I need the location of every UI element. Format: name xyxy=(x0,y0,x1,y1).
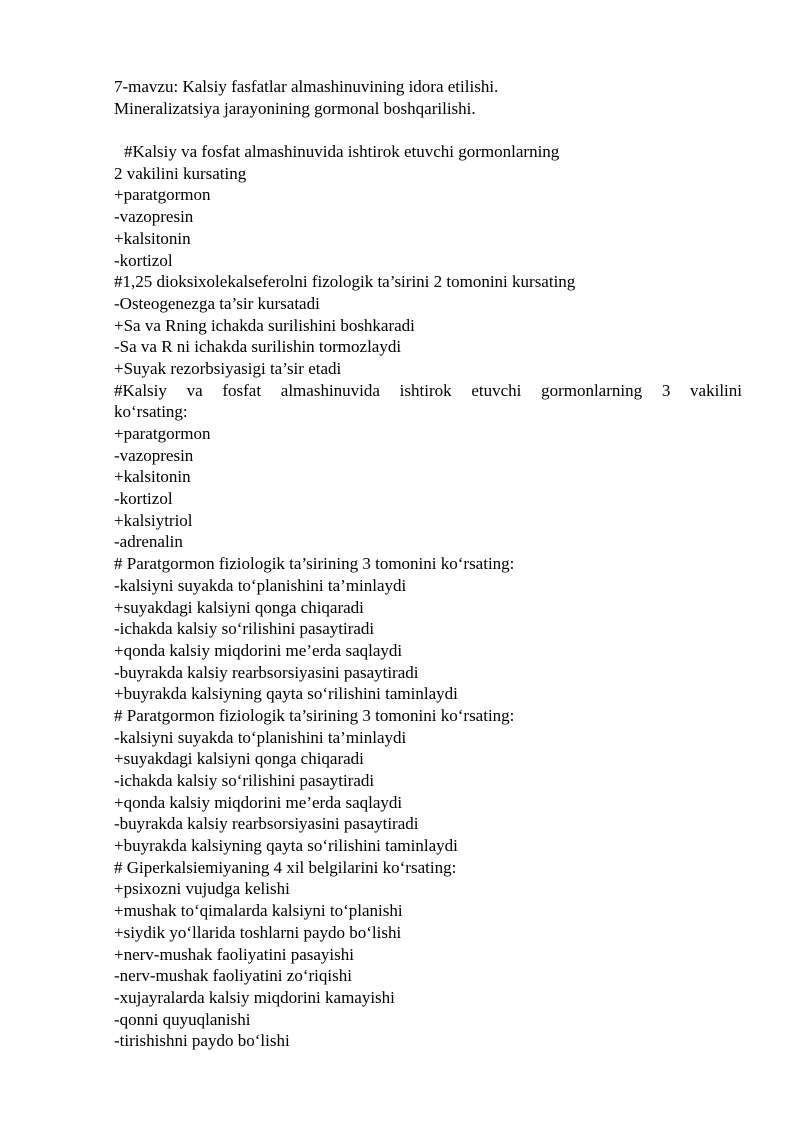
answer-option: +Suyak rezorbsiyasigi ta’sir etadi xyxy=(114,358,342,378)
answer-option: -qonni quyuqlanishi xyxy=(114,1009,251,1029)
answer-option: -buyrakda kalsiy rearbsorsiyasini pasaytiradi xyxy=(114,814,419,834)
answer-option: +qonda kalsiy miqdorini me’erda saqlaydi xyxy=(114,792,403,812)
answer-option: -ichakda kalsiy so‘rilishini pasaytiradi xyxy=(114,619,375,639)
answer-option: -vazopresin xyxy=(114,207,194,227)
answer-option: +nerv-mushak faoliyatini pasayishi xyxy=(114,944,354,964)
answer-option: +suyakdagi kalsiyni qonga chiqaradi xyxy=(114,597,364,617)
question-text-continued: ko‘rsating: xyxy=(114,402,188,422)
answer-option: +suyakdagi kalsiyni qonga chiqaradi xyxy=(114,749,364,769)
question-text: # Giperkalsiemiyaning 4 xil belgilarini ko‘rsating: xyxy=(114,857,457,877)
answer-option: -kortizol xyxy=(114,250,173,270)
answer-option: -ichakda kalsiy so‘rilishini pasaytiradi xyxy=(114,771,375,790)
answer-option: +buyrakda kalsiyning qayta so‘rilishini taminlaydi xyxy=(114,836,458,856)
answer-option: +mushak to‘qimalarda kalsiyni to‘planishi xyxy=(114,901,403,921)
question-text: # Paratgormon fiziologik ta’sirining 3 tomonini ko‘rsating: xyxy=(114,554,515,574)
question-text-continued: 2 vakilini kursating xyxy=(114,163,247,183)
answer-option: -xujayralarda kalsiy miqdorini kamayishi xyxy=(114,987,395,1007)
question-text: #Kalsiy va fosfat almashinuvida ishtirok etuvchi gormonlarning 3 vakilini xyxy=(114,380,742,400)
answer-option: +siydik yo‘llarida toshlarni paydo bo‘lishi xyxy=(114,922,402,942)
document-body xyxy=(114,76,742,1052)
answer-option: -vazopresin xyxy=(114,445,194,465)
question-text: #1,25 dioksixolekalseferolni fizologik ta’sirini 2 tomonini kursating xyxy=(114,272,576,292)
document-title: 7-mavzu: Kalsiy fasfatlar almashinuvining idora etilishi. xyxy=(114,77,499,96)
answer-option: -tirishishni paydo bo‘lishi xyxy=(114,1031,290,1051)
answer-option: -Osteogenezga ta’sir kursatadi xyxy=(114,293,320,313)
answer-option: -buyrakda kalsiy rearbsorsiyasini pasaytiradi xyxy=(114,662,419,682)
answer-option: +kalsitonin xyxy=(114,228,191,248)
question-text: # Paratgormon fiziologik ta’sirining 3 tomonini ko‘rsating: xyxy=(114,705,515,725)
answer-option: +paratgormon xyxy=(114,424,211,443)
answer-option: +qonda kalsiy miqdorini me’erda saqlaydi xyxy=(114,640,403,660)
blank-line xyxy=(114,119,742,141)
document-subtitle: Mineralizatsiya jarayonining gormonal boshqarilishi. xyxy=(114,98,476,118)
answer-option: +psixozni vujudga kelishi xyxy=(114,879,290,899)
answer-option: +buyrakda kalsiyning qayta so‘rilishini taminlaydi xyxy=(114,684,458,704)
answer-option: +Sa va Rning ichakda surilishini boshkaradi xyxy=(114,315,415,335)
answer-option: -adrenalin xyxy=(114,532,183,552)
answer-option: +kalsiytriol xyxy=(114,510,193,530)
answer-option: +kalsitonin xyxy=(114,467,191,487)
question-text: #Kalsiy va fosfat almashinuvida ishtirok etuvchi gormonlarning xyxy=(124,142,560,162)
answer-option: +paratgormon xyxy=(114,185,211,205)
answer-option: -kortizol xyxy=(114,489,173,509)
answer-option: -kalsiyni suyakda to‘planishini ta’minlaydi xyxy=(114,727,407,747)
answer-option: -nerv-mushak faoliyatini zo‘riqishi xyxy=(114,966,352,986)
answer-option: -kalsiyni suyakda to‘planishini ta’minlaydi xyxy=(114,575,407,595)
answer-option: -Sa va R ni ichakda surilishin tormozlaydi xyxy=(114,337,402,357)
